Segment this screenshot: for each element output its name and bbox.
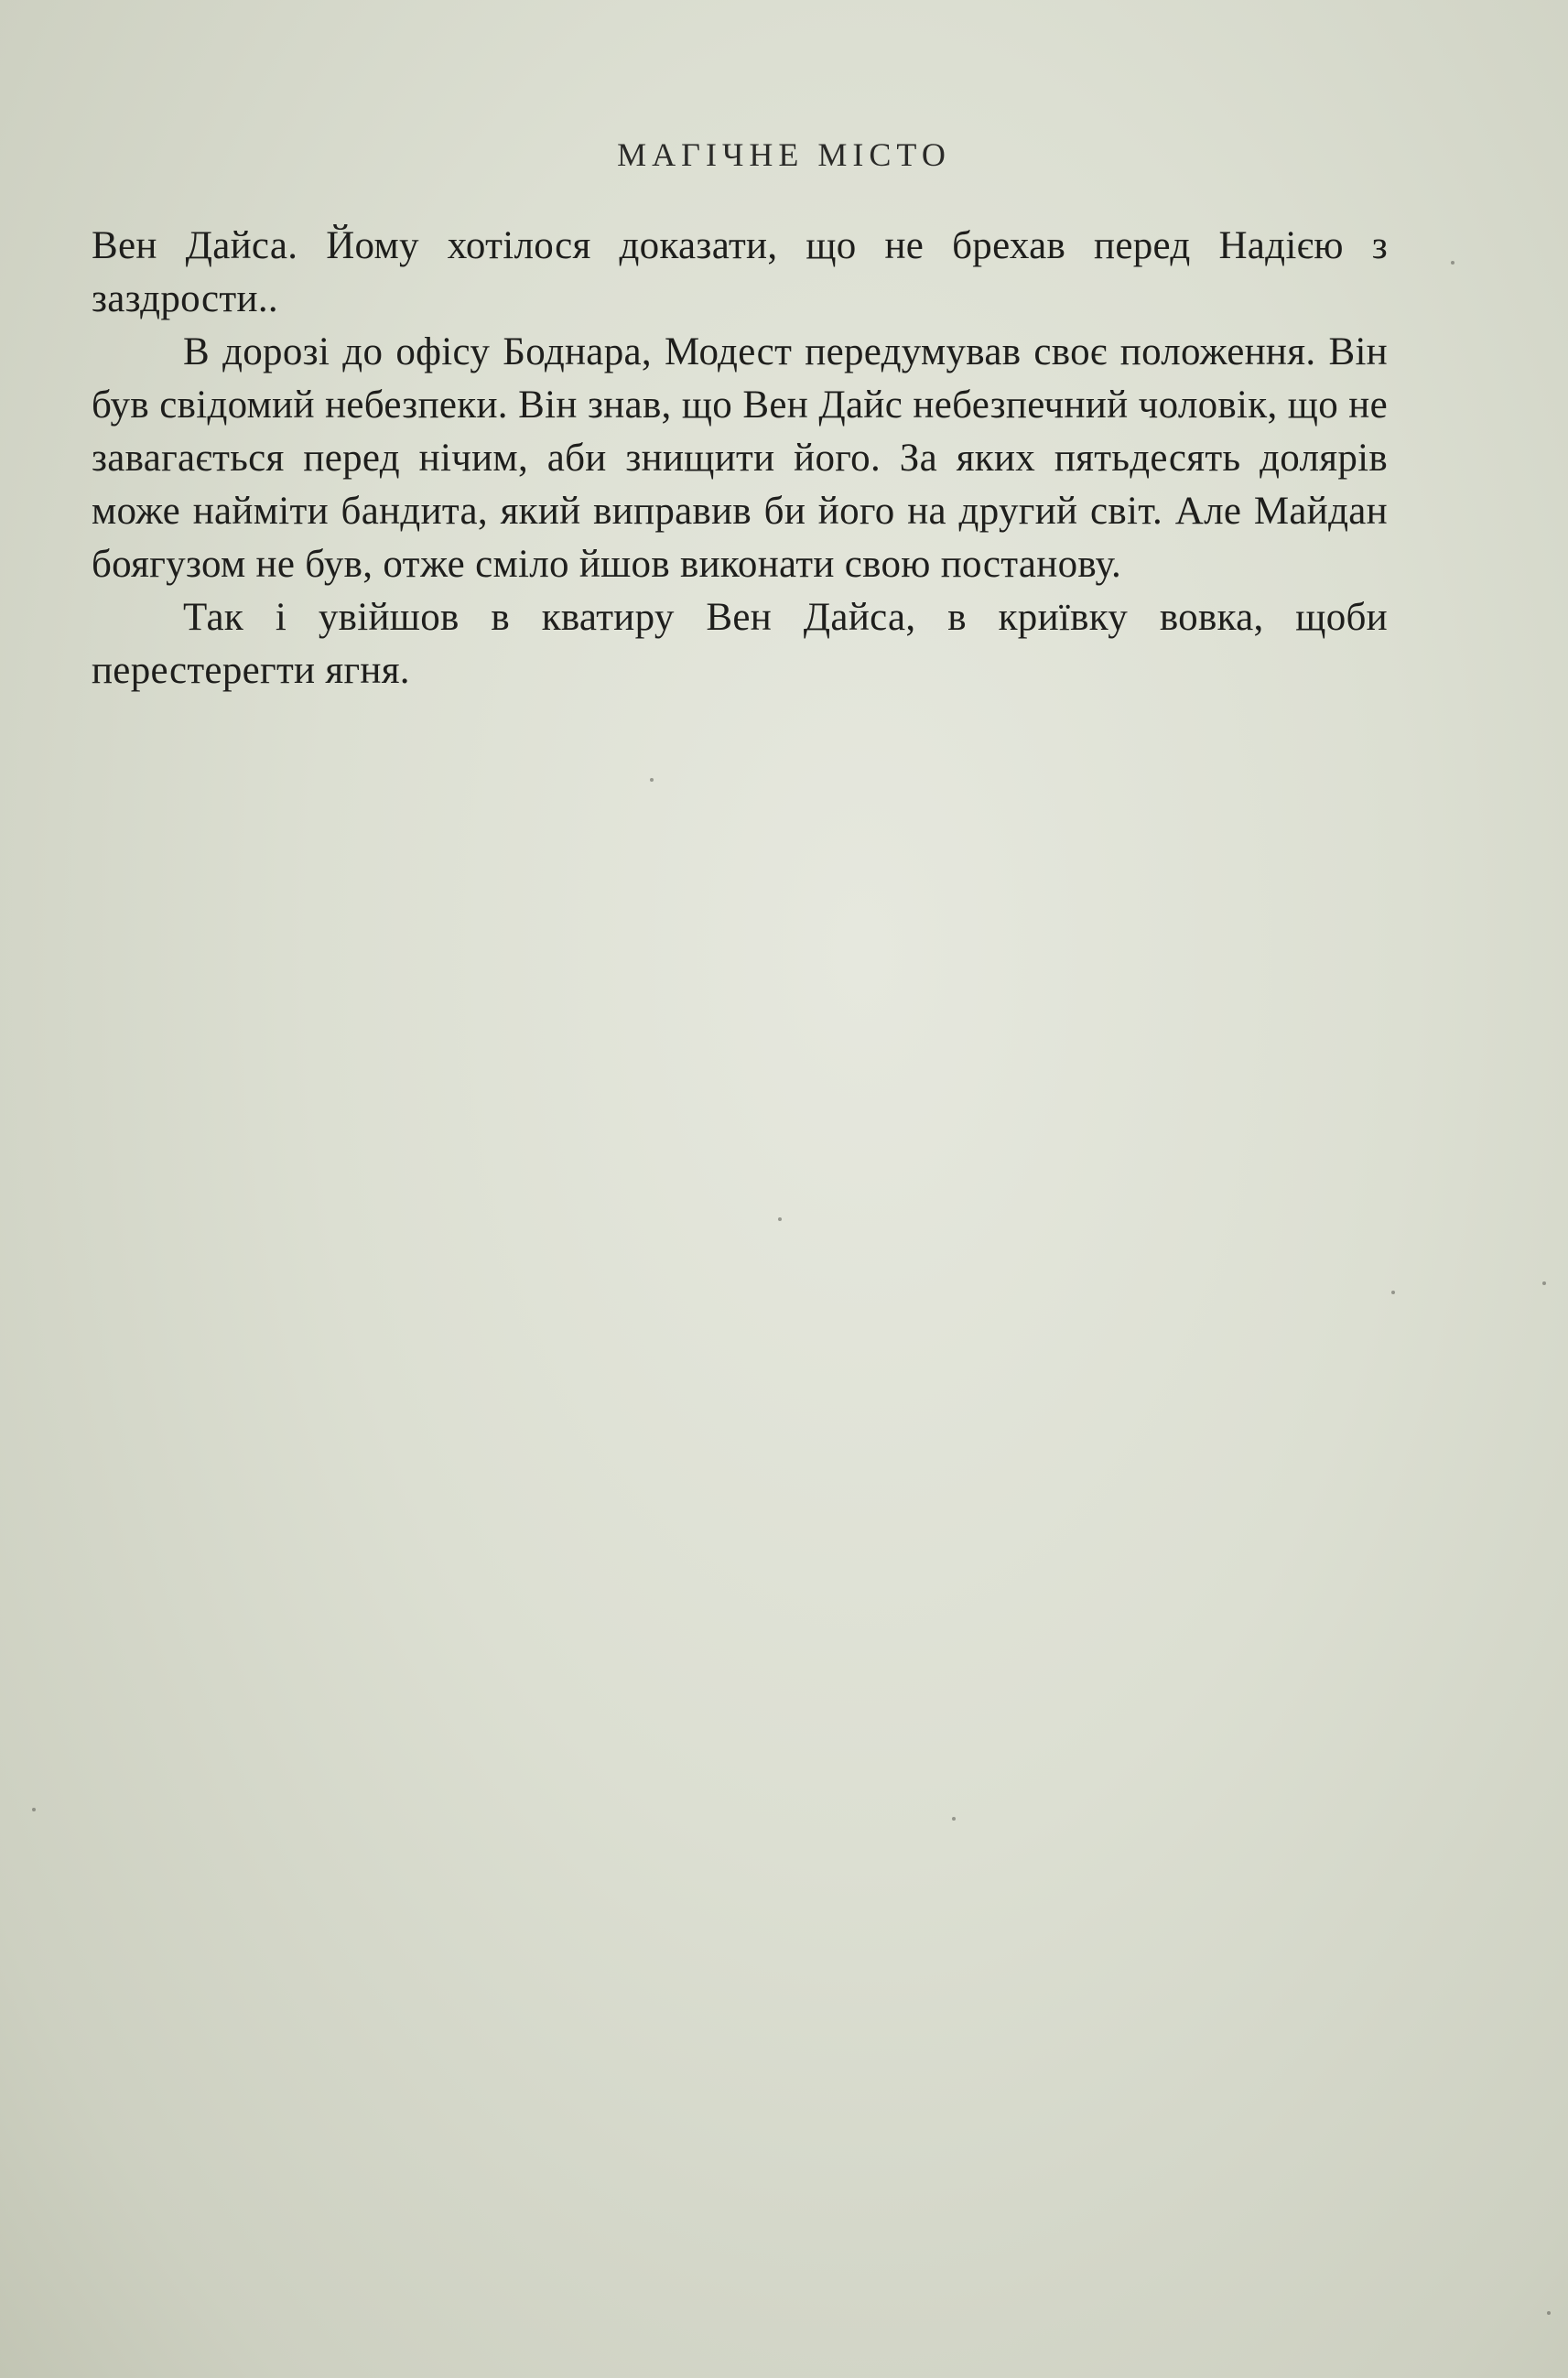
running-head: МАГІЧНЕ МІСТО [617,136,951,173]
paper-speck [650,778,654,782]
paragraph-1: Вен Дайса. Йому хотілося доказати, що не брехав перед Надією з заздрости.. [92,224,1388,320]
body-text [92,220,1388,697]
paper-speck [952,1817,956,1821]
paper-speck [778,1217,782,1221]
paper-speck [32,1808,36,1811]
paper-speck [1451,261,1454,265]
paper-speck [1391,1291,1395,1294]
paper-speck [1547,2311,1551,2315]
paragraph-3: Так і увійшов в кватиру Вен Дайса, в криївку вовка, щоби перестерегти ягня. [92,596,1388,692]
paragraph-2: В дорозі до офісу Боднара, Модест передумував своє положення. Він був свідомий небезпеки. Він знав, що Вен Дайс небезпечний чоловік, що не завагається перед нічим, аби знищити його. За яких пятьдесять долярів може найміти бандита, який виправив би його на другий світ. Але Майдан боягузом не був, отже сміло йшов виконати свою постанову. [92,330,1388,586]
paper-speck [1542,1281,1546,1285]
